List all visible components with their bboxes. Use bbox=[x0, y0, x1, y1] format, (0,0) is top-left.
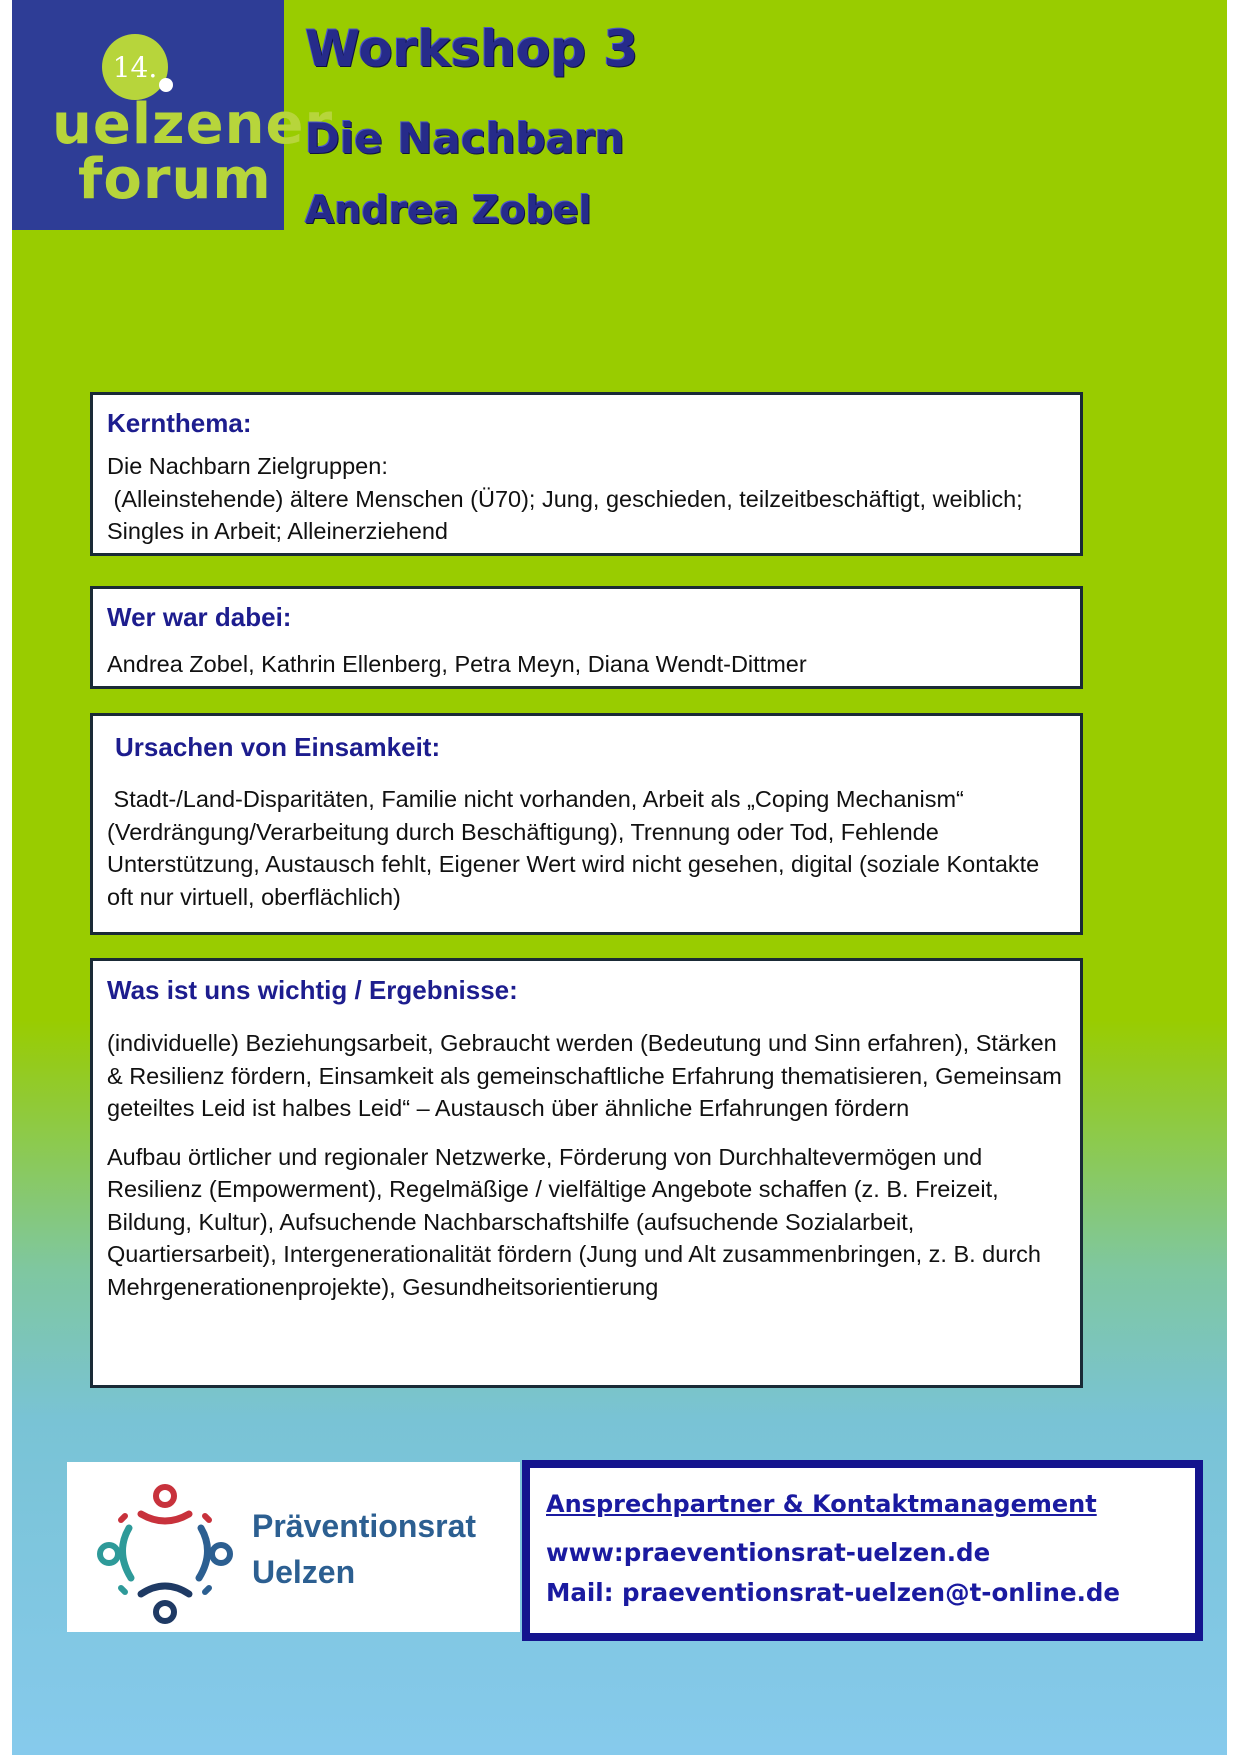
contact-website-link[interactable]: www:praeventionsrat-uelzen.de bbox=[546, 1538, 991, 1567]
ergebnisse-paragraph-2: Aufbau örtlicher und regionaler Netzwerke, Förderung von Durchhaltevermögen und Resilienz (Empowerment), Regelmäßige / vielfältige Angebote schaffen (z. B. Freizeit, Bildung, Kultur), Aufsuchende Nachbarschaftshilfe (aufsuchende Sozialarbeit, Quartiersarbeit), Intergenerationalität fördern (Jung und Alt zusammenbringen, z. B. durch Mehrgenerationenprojekte), Gesundheitsorientierung bbox=[107, 1143, 1041, 1300]
kernthema-line1: Die Nachbarn Zielgruppen: bbox=[107, 453, 388, 479]
ursachen-heading: Ursachen von Einsamkeit: bbox=[115, 732, 441, 762]
contact-title: Ansprechpartner & Kontaktmanagement bbox=[546, 1490, 1097, 1518]
praeventionsrat-logo-block bbox=[67, 1462, 520, 1632]
teilnehmende-box bbox=[90, 586, 1083, 689]
logo-dot bbox=[159, 78, 173, 92]
teilnehmende-heading: Wer war dabei: bbox=[107, 602, 292, 632]
contact-mail-link[interactable]: Mail: praeventionsrat-uelzen@t-online.de bbox=[546, 1578, 1121, 1607]
contact-box bbox=[522, 1460, 1203, 1641]
kernthema-heading: Kernthema: bbox=[107, 408, 252, 438]
people-circle-icon bbox=[85, 1470, 245, 1630]
ergebnisse-paragraph-1: (individuelle) Beziehungsarbeit, Gebraucht werden (Bedeutung und Sinn erfahren), Stärken & Resilienz fördern, Einsamkeit als gemeinschaftliche Erfahrung thematisieren, Gemeinsam geteiltes Leid ist halbes Leid“ – Austausch über ähnliche Erfahrungen fördern bbox=[107, 1030, 1062, 1121]
uelzener-forum-logo bbox=[12, 0, 334, 230]
org-name-line2: Uelzen bbox=[252, 1554, 356, 1590]
workshop-title: Workshop 3 bbox=[305, 20, 639, 78]
kernthema-box bbox=[90, 392, 1083, 556]
teilnehmende-text: Andrea Zobel, Kathrin Ellenberg, Petra Meyn, Diana Wendt-Dittmer bbox=[107, 651, 807, 677]
logo-text-uelzener: uelzener bbox=[52, 92, 334, 157]
logo-number: 14. bbox=[112, 51, 158, 84]
logo-number-circle bbox=[102, 34, 168, 100]
poster-page bbox=[12, 0, 1227, 1755]
ursachen-text: Stadt-/Land-Disparitäten, Familie nicht vorhanden, Arbeit als „Coping Mechanism“ (Verdrängung/Verarbeitung durch Beschäftigung), Trennung oder Tod, Fehlende Unterstützung, Austausch fehlt, Eigener Wert wird nicht gesehen, digital (soziale Kontakte oft nur virtuell, oberflächlich) bbox=[107, 786, 1046, 910]
kernthema-line2: (Alleinstehende) ältere Menschen (Ü70); Jung, geschieden, teilzeitbeschäftigt, weiblich; Singles in Arbeit; Alleinerziehend bbox=[107, 485, 1030, 544]
ursachen-box bbox=[90, 713, 1083, 935]
workshop-author: Andrea Zobel bbox=[305, 188, 592, 232]
kernthema-text bbox=[107, 450, 1066, 548]
workshop-subtitle: Die Nachbarn bbox=[305, 114, 625, 163]
ergebnisse-heading: Was ist uns wichtig / Ergebnisse: bbox=[107, 975, 518, 1005]
logo-text-forum: forum bbox=[78, 147, 272, 212]
org-name-line1: Präventionsrat bbox=[252, 1508, 477, 1544]
ergebnisse-box bbox=[90, 958, 1083, 1388]
